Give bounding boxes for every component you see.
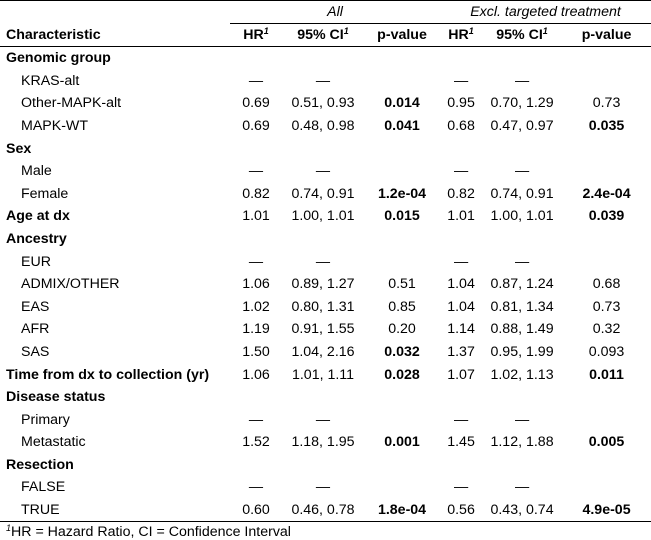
hr-excl: — xyxy=(453,479,469,496)
level-label: ADMIX/OTHER xyxy=(21,276,120,293)
hr-excl: — xyxy=(453,72,469,89)
pvalue-excl xyxy=(562,250,651,273)
empty-cell xyxy=(364,228,440,251)
hr-all: 1.50 xyxy=(242,343,270,360)
level-label: EAS xyxy=(21,298,50,315)
pvalue-all: 0.001 xyxy=(384,434,420,451)
hr-all: 1.19 xyxy=(242,321,270,338)
col-pvalue-all: p-value xyxy=(364,24,440,47)
ci-all: — xyxy=(315,72,331,89)
pvalue-all: 0.032 xyxy=(384,343,420,360)
empty-cell xyxy=(440,137,482,160)
table-row xyxy=(0,228,651,251)
col-ci-excl xyxy=(482,24,562,47)
table-row xyxy=(0,160,651,183)
table-row xyxy=(0,431,651,454)
table-row xyxy=(0,273,651,296)
pvalue-excl: 0.005 xyxy=(588,434,625,451)
level-label: TRUE xyxy=(0,499,230,522)
hr-excl: 1.14 xyxy=(447,321,475,338)
empty-cell xyxy=(440,228,482,251)
empty-cell xyxy=(482,47,562,70)
table-body xyxy=(0,47,651,522)
ci-all: 1.04, 2.16 xyxy=(291,343,355,360)
ci-all: 1.18, 1.95 xyxy=(291,434,355,451)
level-label: SAS xyxy=(21,343,50,360)
table-row xyxy=(0,476,651,499)
table-row xyxy=(0,296,651,319)
ci-all: 0.74, 0.91 xyxy=(291,185,355,202)
pvalue-excl: 0.73 xyxy=(592,95,621,112)
empty-cell xyxy=(364,386,440,409)
empty-cell xyxy=(282,386,364,409)
table-row xyxy=(0,250,651,273)
hr-excl: — xyxy=(453,253,469,270)
pvalue-excl xyxy=(562,70,651,93)
pvalue-excl: 0.68 xyxy=(592,276,621,293)
empty-cell xyxy=(562,386,651,409)
ci-all: — xyxy=(315,411,331,428)
empty-cell xyxy=(364,137,440,160)
level-label: EUR xyxy=(21,253,51,270)
empty-cell xyxy=(482,454,562,477)
ci-excl: — xyxy=(514,72,530,89)
pvalue-all: 0.015 xyxy=(384,208,420,225)
ci-all: 0.46, 0.78 xyxy=(282,499,364,522)
empty-cell xyxy=(230,386,282,409)
table-row xyxy=(0,363,651,386)
table-row xyxy=(0,115,651,138)
table-row xyxy=(0,137,651,160)
pvalue-excl: 2.4e-04 xyxy=(582,185,631,202)
hr-all: 1.06 xyxy=(242,276,270,293)
table-row xyxy=(0,47,651,70)
ci-all: 0.89, 1.27 xyxy=(291,276,355,293)
pvalue-excl: 0.039 xyxy=(588,208,625,225)
variable-label: Time from dx to collection (yr) xyxy=(6,366,210,383)
pvalue-all xyxy=(364,160,440,183)
ci-all: 1.00, 1.01 xyxy=(291,208,355,225)
footnote-marker: 1 xyxy=(343,25,349,36)
col-hr-excl xyxy=(440,24,482,47)
ci-excl: 1.02, 1.13 xyxy=(490,366,554,383)
ci-all: 0.51, 0.93 xyxy=(291,95,355,112)
empty-cell xyxy=(440,47,482,70)
footnote-marker: 1 xyxy=(6,523,12,534)
table-footnote xyxy=(0,524,651,540)
pvalue-excl: 0.093 xyxy=(588,343,625,360)
ci-excl: 0.81, 1.34 xyxy=(490,298,554,315)
empty-cell xyxy=(282,137,364,160)
col-ci-all xyxy=(282,24,364,47)
group-header-all: All xyxy=(230,1,440,24)
section-label: Disease status xyxy=(6,389,106,406)
pvalue-excl xyxy=(562,160,651,183)
hr-all: 1.52 xyxy=(242,434,270,451)
level-label: MAPK-WT xyxy=(21,117,88,134)
table-row xyxy=(0,341,651,364)
empty-cell xyxy=(440,386,482,409)
empty-cell xyxy=(230,454,282,477)
table-row xyxy=(0,499,651,522)
group-header-excl: Excl. targeted treatment xyxy=(440,1,651,24)
ci-excl: — xyxy=(514,253,530,270)
hr-all: — xyxy=(248,163,264,180)
empty-cell xyxy=(230,47,282,70)
ci-excl: 0.47, 0.97 xyxy=(490,117,554,134)
level-label: AFR xyxy=(21,321,50,338)
hr-all: 1.02 xyxy=(242,298,270,315)
empty-cell xyxy=(230,228,282,251)
hr-all: — xyxy=(248,479,264,496)
ci-all: — xyxy=(315,163,331,180)
pvalue-all xyxy=(364,409,440,432)
ci-all: 1.01, 1.11 xyxy=(291,366,355,383)
empty-cell xyxy=(230,137,282,160)
pvalue-excl: 0.32 xyxy=(592,321,621,338)
empty-cell xyxy=(482,386,562,409)
section-label: Ancestry xyxy=(6,230,67,247)
table-row xyxy=(0,92,651,115)
empty-cell xyxy=(282,47,364,70)
pvalue-excl: 4.9e-05 xyxy=(562,499,651,522)
ci-excl: 0.88, 1.49 xyxy=(490,321,554,338)
pvalue-all: 0.041 xyxy=(384,117,420,134)
col-ci-label: 95% CI xyxy=(496,26,543,43)
hr-excl: 1.01 xyxy=(447,208,475,225)
empty-cell xyxy=(440,454,482,477)
level-label: FALSE xyxy=(21,479,66,496)
level-label: Other-MAPK-alt xyxy=(21,95,122,112)
ci-all: — xyxy=(315,479,331,496)
hr-all: 0.60 xyxy=(230,499,282,522)
ci-excl: 1.00, 1.01 xyxy=(490,208,554,225)
hr-all: 0.82 xyxy=(242,185,270,202)
empty-cell xyxy=(482,137,562,160)
ci-excl: — xyxy=(514,479,530,496)
col-characteristic: Characteristic xyxy=(0,24,230,47)
pvalue-all: 0.028 xyxy=(384,366,420,383)
pvalue-all: 0.014 xyxy=(384,95,420,112)
col-hr-label: HR xyxy=(448,26,469,43)
col-hr-label: HR xyxy=(243,26,264,43)
empty-cell xyxy=(562,47,651,70)
pvalue-all: 1.2e-04 xyxy=(377,185,427,202)
level-label: Male xyxy=(21,163,52,180)
hr-all: 1.01 xyxy=(242,208,270,225)
level-label: Primary xyxy=(21,411,70,428)
pvalue-all: 0.20 xyxy=(388,321,416,338)
section-label: Resection xyxy=(6,456,74,473)
pvalue-all xyxy=(364,70,440,93)
pvalue-excl: 0.035 xyxy=(588,117,625,134)
empty-cell xyxy=(282,228,364,251)
empty-cell xyxy=(282,454,364,477)
table-row xyxy=(0,318,651,341)
level-label: Female xyxy=(21,185,69,202)
pvalue-all: 0.51 xyxy=(388,276,416,293)
empty-cell xyxy=(562,454,651,477)
empty-cell xyxy=(482,228,562,251)
ci-excl: 0.87, 1.24 xyxy=(490,276,554,293)
hr-excl: — xyxy=(453,411,469,428)
col-hr-all xyxy=(230,24,282,47)
hr-all: 0.69 xyxy=(242,95,270,112)
pvalue-all: 1.8e-04 xyxy=(364,499,440,522)
hr-excl: — xyxy=(453,163,469,180)
level-label: Metastatic xyxy=(21,434,86,451)
hr-excl: 1.07 xyxy=(447,366,475,383)
ci-excl: 0.43, 0.74 xyxy=(482,499,562,522)
empty-cell xyxy=(364,47,440,70)
table-row xyxy=(0,205,651,228)
ci-excl: 1.12, 1.88 xyxy=(490,434,554,451)
hr-excl: 1.04 xyxy=(447,276,475,293)
table-row xyxy=(0,386,651,409)
pvalue-excl: 0.73 xyxy=(592,298,621,315)
section-label: Sex xyxy=(6,140,32,157)
empty-cell xyxy=(364,454,440,477)
pvalue-excl xyxy=(562,476,651,499)
hr-all: — xyxy=(248,253,264,270)
pvalue-all xyxy=(364,476,440,499)
section-label: Genomic group xyxy=(6,50,111,67)
hr-excl: 0.68 xyxy=(447,117,475,134)
empty-cell xyxy=(562,228,651,251)
hr-excl: 1.45 xyxy=(447,434,475,451)
hr-excl: 1.37 xyxy=(447,343,475,360)
hr-excl: 0.82 xyxy=(447,185,475,202)
col-pvalue-excl: p-value xyxy=(562,24,651,47)
ci-excl: 0.95, 1.99 xyxy=(490,343,554,360)
hr-all: 0.69 xyxy=(242,117,270,134)
hr-all: — xyxy=(248,72,264,89)
pvalue-excl xyxy=(562,409,651,432)
footnote-marker: 1 xyxy=(542,25,548,36)
table-row xyxy=(0,70,651,93)
hr-all: 1.06 xyxy=(242,366,270,383)
hr-all: — xyxy=(248,411,264,428)
hr-excl: 1.04 xyxy=(447,298,475,315)
table-row xyxy=(0,454,651,477)
group-header-row xyxy=(0,1,651,24)
hr-excl: 0.95 xyxy=(447,95,475,112)
ci-excl: — xyxy=(514,163,530,180)
hr-excl: 0.56 xyxy=(440,499,482,522)
ci-excl: — xyxy=(514,411,530,428)
footnote-text: HR = Hazard Ratio, CI = Confidence Interval xyxy=(11,524,291,540)
ci-excl: 0.74, 0.91 xyxy=(490,185,554,202)
footnote-marker: 1 xyxy=(263,25,269,36)
footnote-marker: 1 xyxy=(468,25,474,36)
col-ci-label: 95% CI xyxy=(297,26,344,43)
pvalue-excl: 0.011 xyxy=(589,366,624,383)
ci-all: — xyxy=(315,253,331,270)
pvalue-all xyxy=(364,250,440,273)
empty-cell xyxy=(562,137,651,160)
level-label: KRAS-alt xyxy=(21,72,80,89)
table-row xyxy=(0,183,651,206)
ci-excl: 0.70, 1.29 xyxy=(490,95,554,112)
ci-all: 0.91, 1.55 xyxy=(291,321,355,338)
table-row xyxy=(0,409,651,432)
ci-all: 0.48, 0.98 xyxy=(291,117,355,134)
ci-all: 0.80, 1.31 xyxy=(291,298,355,315)
pvalue-all: 0.85 xyxy=(388,298,416,315)
variable-label: Age at dx xyxy=(6,208,70,225)
column-header-row xyxy=(0,24,651,47)
